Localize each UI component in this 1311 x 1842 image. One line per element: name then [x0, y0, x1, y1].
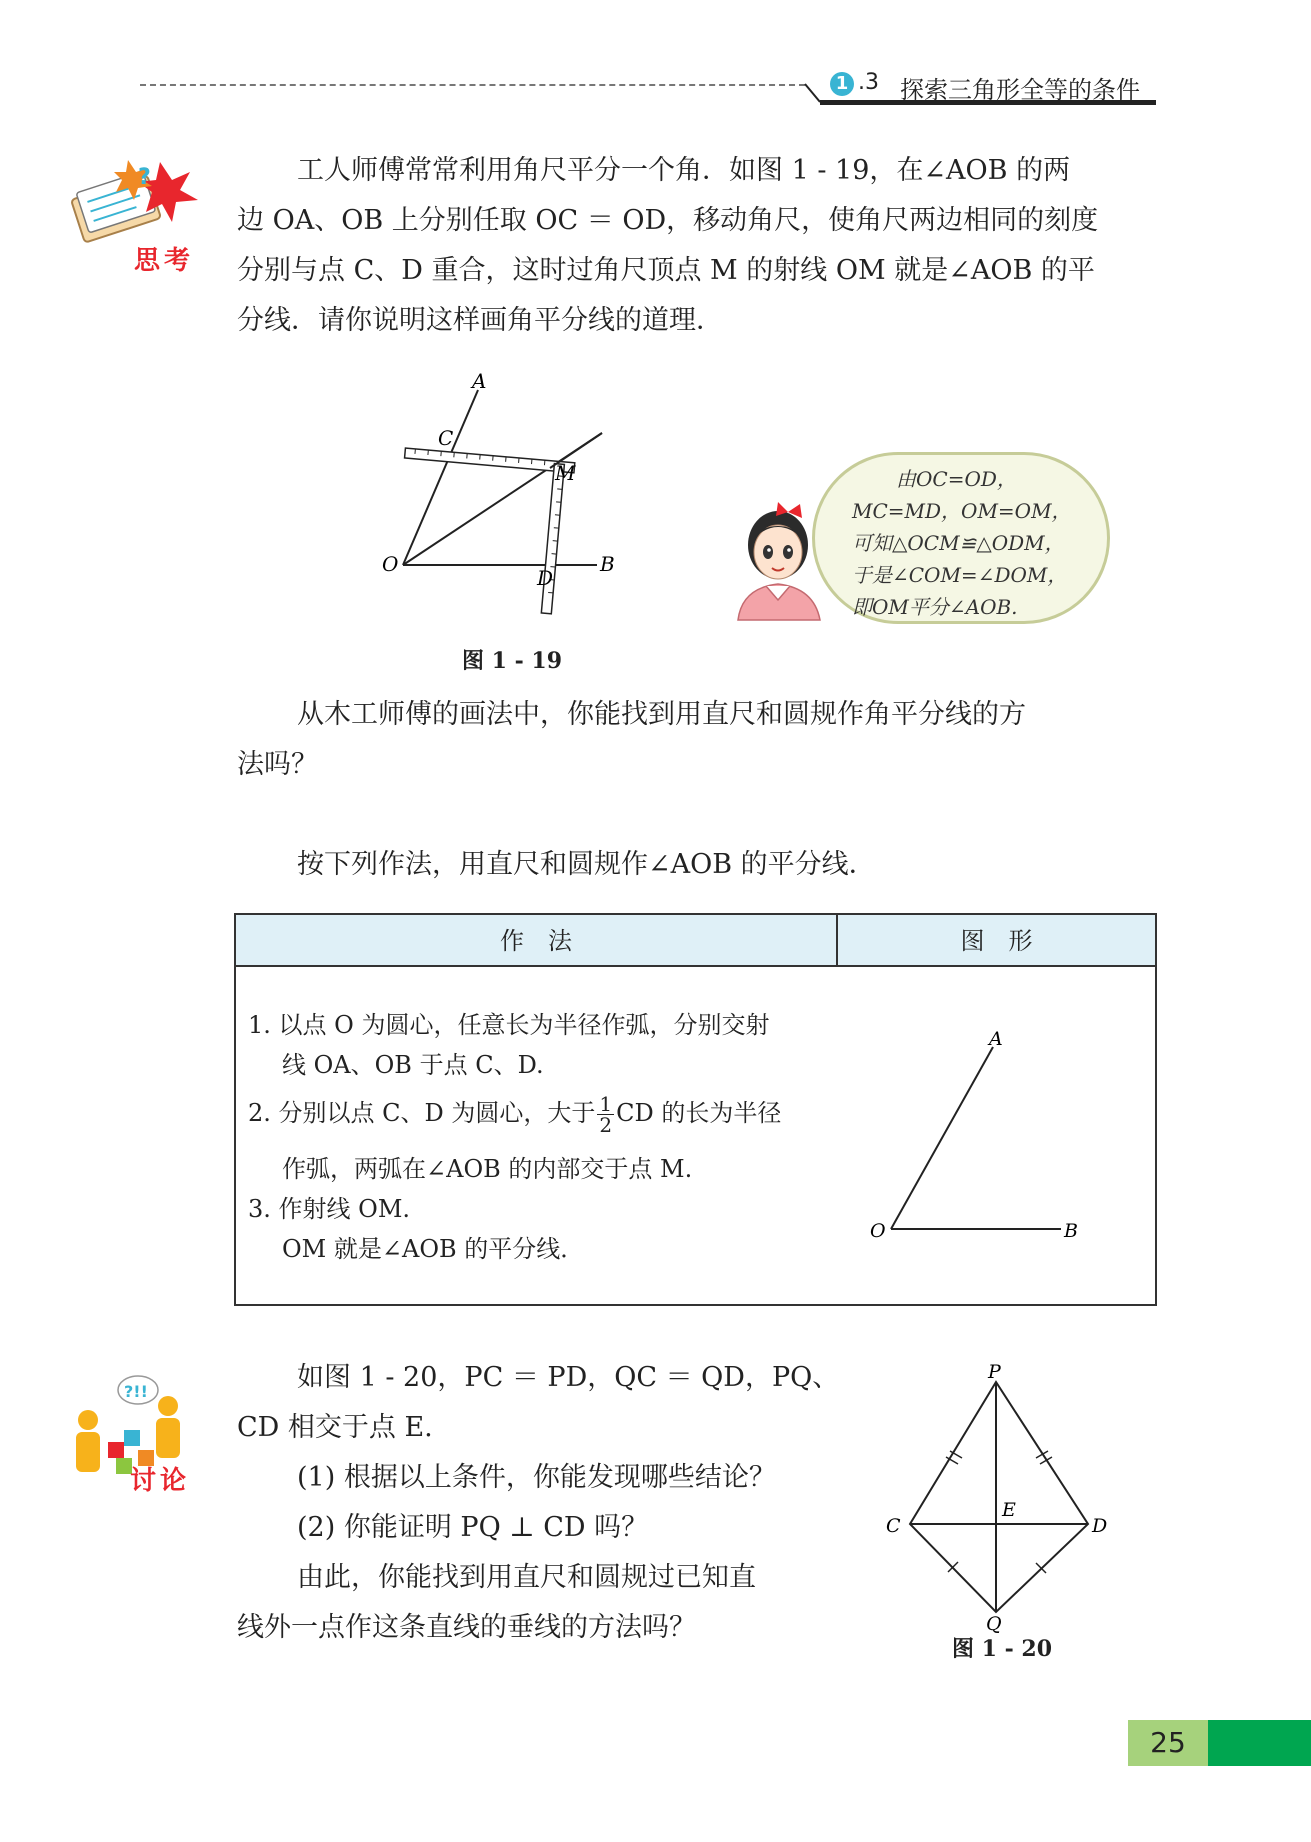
bubble-line-4: 于是∠COM=∠DOM， [852, 563, 1068, 587]
discuss-line-3: (1) 根据以上条件，你能发现哪些结论？ [297, 1462, 776, 1493]
fig19-label-c: C [438, 426, 454, 450]
bubble-line-3: 可知△OCM≌△ODM， [852, 531, 1065, 555]
think-badge-icon [50, 150, 200, 240]
bubble-line-2: MC=MD，OM=OM， [852, 499, 1072, 523]
figure-1-20 [880, 1360, 1120, 1635]
fraction-numerator: 1 [599, 1092, 613, 1116]
think-paragraph [237, 146, 1167, 346]
section-number: .3 [858, 70, 879, 95]
fig20-label-d: D [1092, 1515, 1108, 1537]
think-line-4: 分线．请你说明这样画角平分线的道理． [237, 305, 723, 336]
fig19-label-a: A [472, 369, 487, 393]
question-line-1: 从木工师傅的画法中，你能找到用直尺和圆规作角平分线的方 [297, 699, 1026, 730]
discuss-line-5: 由此，你能找到用直尺和圆规过已知直 [297, 1562, 756, 1593]
discuss-line-6: 线外一点作这条直线的垂线的方法吗？ [237, 1612, 696, 1643]
step-2-line-1 [248, 1093, 781, 1135]
table-angle-figure [846, 967, 1151, 1302]
fig19-label-b: B [600, 552, 615, 576]
fig19-label-m: M [555, 461, 576, 485]
fig20-label-q: Q [986, 1613, 1002, 1635]
table-fig-label-a: A [989, 1028, 1003, 1050]
bubble-line-1: 由OC=OD， [896, 467, 1017, 491]
page-number: 25 [1128, 1720, 1208, 1766]
table-fig-label-o: O [870, 1220, 886, 1242]
step-1-line-2: 线 OA、OB 于点 C、D. [282, 1051, 544, 1079]
table-header-figure: 图 形 [838, 915, 1155, 967]
discuss-paragraph [237, 1353, 857, 1653]
step-2-text-a: 2. 分别以点 C、D 为圆心，大于 [248, 1099, 596, 1127]
discuss-line-2: CD 相交于点 E. [237, 1412, 433, 1443]
intro-paragraph [237, 840, 1167, 890]
header-dashed-line [140, 84, 805, 86]
fig19-label-d: D [537, 566, 554, 590]
think-badge-label: 思考 [134, 246, 195, 276]
think-line-3: 分别与点 C、D 重合，这时过角尺顶点 M 的射线 OM 就是∠AOB 的平 [237, 255, 1095, 286]
section-title: 探索三角形全等的条件 [900, 76, 1140, 104]
question-paragraph [237, 690, 1167, 790]
svg-text:?!!: ?!! [124, 1382, 148, 1401]
figure-1-20-caption: 图 1 - 20 [952, 1636, 1053, 1662]
intro-line: 按下列作法，用直尺和圆规作∠AOB 的平分线． [297, 849, 876, 880]
bubble-line-5: 即OM平分∠AOB. [852, 595, 1018, 619]
speech-bubble-text [852, 463, 1072, 623]
step-2-line-2: 作弧，两弧在∠AOB 的内部交于点 M. [282, 1155, 693, 1183]
fraction-denominator: 2 [599, 1113, 613, 1137]
table-header-method: 作 法 [236, 915, 838, 967]
figure-1-19-caption: 图 1 - 19 [462, 648, 563, 674]
construction-table [234, 913, 1157, 1306]
step-2-text-b: CD 的长为半径 [616, 1099, 782, 1127]
fig20-label-p: P [988, 1361, 1001, 1383]
discuss-line-4: (2) 你能证明 PQ ⊥ CD 吗？ [297, 1512, 649, 1543]
fig20-label-c: C [886, 1515, 901, 1537]
svg-text:?: ? [138, 165, 151, 190]
discuss-badge-label: 讨论 [130, 1466, 191, 1496]
fig20-label-e: E [1002, 1499, 1016, 1521]
step-3-line-2: OM 就是∠AOB 的平分线． [282, 1235, 585, 1263]
figure-1-19 [380, 360, 620, 630]
discuss-line-1: 如图 1 - 20，PC ＝ PD，QC ＝ QD，PQ、 [297, 1362, 840, 1393]
think-line-1: 工人师傅常常利用角尺平分一个角．如图 1 - 19，在∠AOB 的两 [297, 155, 1071, 186]
chapter-number-badge: 1 [830, 72, 854, 96]
fraction-half [597, 1094, 614, 1135]
step-3-line-1: 3. 作射线 OM. [248, 1195, 411, 1223]
table-fig-label-b: B [1064, 1220, 1078, 1242]
step-1-line-1: 1. 以点 O 为圆心，任意长为半径作弧，分别交射 [248, 1011, 770, 1039]
think-line-2: 边 OA、OB 上分别任取 OC ＝ OD，移动角尺，使角尺两边相同的刻度 [237, 205, 1099, 236]
question-line-2: 法吗？ [237, 749, 318, 780]
fig19-label-o: O [382, 552, 399, 576]
